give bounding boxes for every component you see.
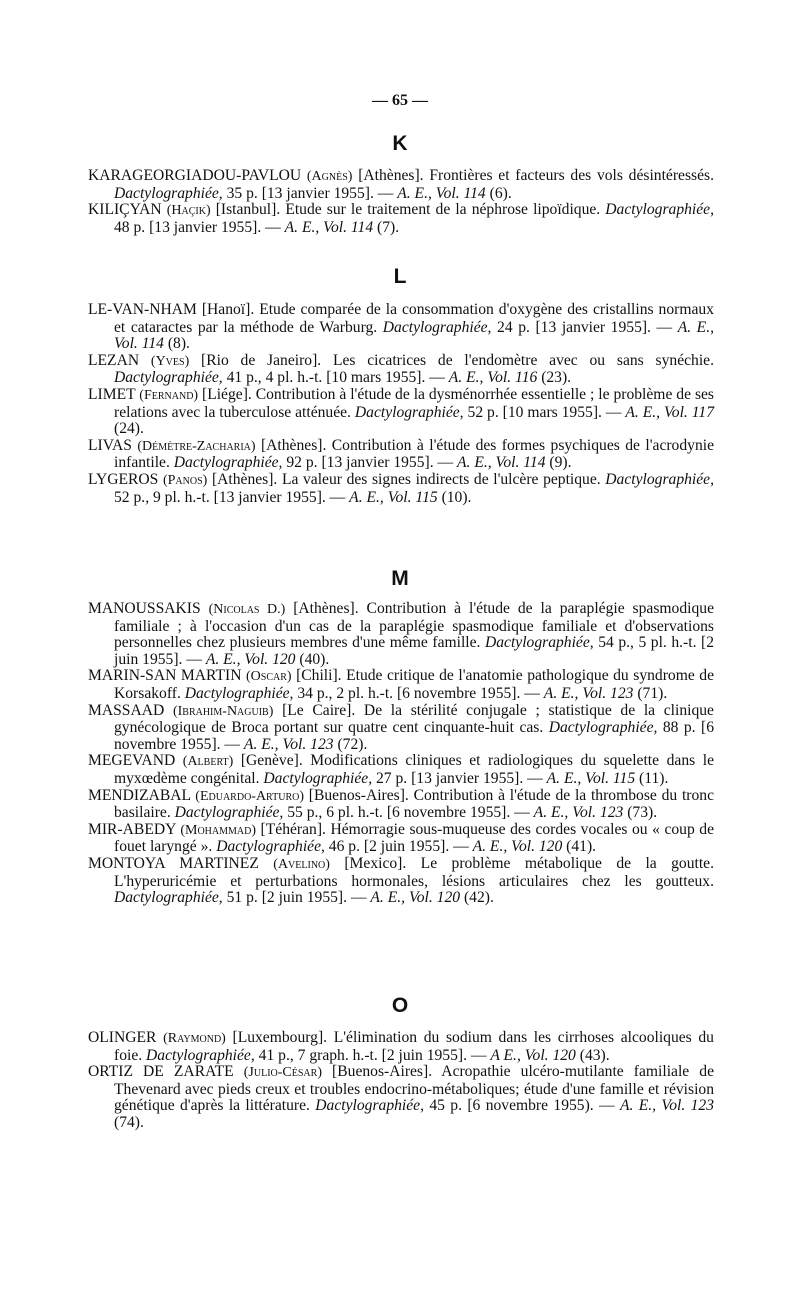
entry-publication: Dactylographiée, [263, 769, 373, 787]
entry-reference: A E., Vol. 120 [490, 1046, 576, 1064]
section-letter-k: K [392, 132, 408, 155]
entry-publication: Dactylographiée, [114, 184, 223, 202]
entry-publication: Dactylographiée, [114, 369, 223, 387]
entry-publication: Dactylographiée, [315, 1097, 424, 1115]
bibliography-entry [88, 668, 714, 702]
author-name: LIVAS [88, 436, 132, 454]
entry-details: 52 p. [10 mars 1955]. — [463, 403, 626, 421]
entry-reference: A. E., Vol. 123 [533, 804, 624, 822]
entry-details: 52 p., 9 pl. h.-t. [13 janvier 1955]. — [114, 488, 350, 506]
entry-details: 34 p., 2 pl. h.-t. [6 novembre 1955]. — [293, 684, 544, 702]
bibliography-entry [88, 1030, 714, 1064]
entry-reference: A. E., Vol. 123 [543, 684, 634, 702]
entry-number: (24). [114, 420, 144, 438]
entry-title: [Téhéran]. Hémorragie sous-muqueuse des cordes vocales ou « coup de fouet laryngé ». [114, 820, 715, 856]
entry-reference: A. E., Vol. 114 [114, 318, 715, 353]
entry-number: (8). [163, 335, 190, 353]
author-first-name: (Oscar) [246, 669, 292, 685]
author-first-name: (Nicolas D.) [208, 602, 286, 617]
section-letter-o: O [391, 994, 409, 1017]
entry-title: [Hanoï]. Etude comparée de la consommation d'oxygène des cristallins normaux et cataractes par la méthode de Warburg. [114, 301, 714, 336]
entry-details: 35 p. [13 janvier 1955]. — [222, 184, 398, 202]
bibliography-entry [88, 753, 714, 787]
entry-title: [Chili]. Etude critique de l'anatomie pathologique du syndrome de Korsakoff. [114, 667, 714, 702]
entry-details: 88 p. [6 novembre 1955]. — [114, 719, 714, 753]
entry-title: [Luxembourg]. L'élimination du sodium dans les cirrhoses alcooliques du foie. [114, 1029, 714, 1064]
entry-title: [Buenos-Aires]. Acropathie ulcéro-mutilante familiale de Thevenard avec pieds creux et troubles endocrino-métaboliques; étude d'une famille et révision génétique d'après la littérature. [114, 1063, 714, 1115]
section-entries-m [88, 601, 714, 907]
bibliography-entry [88, 202, 714, 236]
entry-number: (7). [373, 218, 400, 236]
entry-title: [Athènes]. La valeur des signes indirects de l'ulcère peptique. [207, 470, 606, 488]
entry-reference: A. E., Vol. 114 [284, 218, 374, 236]
entry-number: (6). [485, 184, 512, 202]
author-name: KILIÇYAN [88, 201, 162, 219]
entry-details: 41 p., 7 graph. h.-t. [2 juin 1955]. — [254, 1046, 491, 1064]
entry-details: 41 p., 4 pl. h.-t. [10 mars 1955]. — [222, 369, 449, 387]
entry-details: 24 p. [13 janvier 1955]. — [491, 318, 678, 336]
entry-details: 51 p. [2 juin 1955]. — [222, 889, 371, 907]
entry-details: 48 p. [13 janvier 1955]. — [114, 218, 285, 236]
author-first-name: (Agnès) [306, 169, 353, 184]
bibliography-entry [88, 601, 714, 668]
author-name: MEGEVAND [88, 752, 176, 770]
entry-title: [Buenos-Aires]. Contribution à l'étude de la thrombose du tronc basilaire. [114, 786, 714, 822]
bibliography-entry [88, 387, 714, 438]
author-name: ORTIZ DE ZARATE [88, 1063, 234, 1081]
author-name: MONTOYA MARTINEZ [88, 854, 259, 872]
entry-number: (74). [114, 1113, 144, 1131]
entry-publication: Dactylographiée, [114, 889, 223, 907]
entry-reference: A. E., Vol. 115 [546, 769, 636, 787]
bibliography-entry [88, 822, 714, 856]
entry-publication: Dactylographiée, [216, 838, 325, 856]
bibliography-entry [88, 472, 714, 506]
bibliography-entry [88, 302, 714, 353]
author-name: MIR-ABEDY [88, 820, 176, 838]
author-first-name: (Fernand) [139, 387, 199, 403]
entry-publication: Dactylographiée, [146, 1046, 255, 1064]
entry-publication: Dactylographiée, [605, 201, 714, 219]
entry-reference: A. E., Vol. 123 [243, 735, 334, 753]
entry-title: [Liége]. Contribution à l'étude de la dysménorrhée essentielle ; le problème de ses relations avec la tuberculose atténuée. [114, 385, 714, 421]
entry-details: 55 p., 6 pl. h.-t. [6 novembre 1955]. — [283, 804, 534, 822]
entry-details: 92 p. [13 janvier 1955]. — [282, 454, 457, 472]
entry-title: [Athènes]. Contribution à l'étude des formes psychiques de l'acrodynie infantile. [114, 436, 714, 472]
bibliography-entry [88, 856, 714, 907]
entry-title: [Mexico]. Le problème métabolique de la goutte. L'hyperuricémie et perturbations hormonales, lésions articulaires chez les goutteux. [114, 854, 714, 890]
entry-reference: A. E., Vol. 123 [619, 1097, 715, 1115]
section-letter-m: M [391, 567, 409, 590]
author-name: MANOUSSAKIS [88, 600, 201, 617]
bibliography-entry [88, 788, 714, 822]
author-name: LEZAN [88, 351, 140, 369]
author-first-name: (Julio-César) [243, 1065, 322, 1081]
author-first-name: (Panos) [162, 472, 208, 488]
entry-reference: A. E., Vol. 114 [397, 184, 486, 202]
entry-publication: Dactylographiée, [548, 719, 658, 737]
entry-number: (23). [537, 369, 572, 387]
entry-publication: Dactylographiée, [382, 318, 492, 336]
page-number: — 65 — [372, 92, 428, 109]
section-entries-l [88, 302, 714, 506]
author-name: LE-VAN-NHAM [88, 301, 197, 318]
entry-publication: Dactylographiée, [605, 470, 714, 488]
bibliography-entry [88, 353, 714, 387]
entry-publication: Dactylographiée, [173, 454, 283, 472]
entry-reference: A. E., Vol. 120 [472, 838, 563, 856]
entry-details: 54 p., 5 pl. h.-t. [2 juin 1955]. — [114, 634, 714, 668]
author-name: MENDIZABAL [88, 786, 191, 804]
author-first-name: (Yves) [150, 353, 190, 369]
entry-details: 46 p. [2 juin 1955]. — [324, 838, 473, 856]
entry-publication: Dactylographiée, [184, 684, 294, 702]
author-first-name: (Albert) [182, 754, 234, 770]
bibliography-entry [88, 168, 714, 202]
entry-title: [Istanbul]. Etude sur le traitement de la néphrose lipoïdique. [210, 201, 606, 219]
entry-title: [Rio de Janeiro]. Les cicatrices de l'endomètre avec ou sans synéchie. [189, 351, 714, 369]
entry-number: (73). [623, 804, 658, 822]
author-first-name: (Avelino) [273, 856, 330, 872]
author-first-name: (Eduardo-Arturo) [195, 788, 305, 804]
entry-details: 45 p. [6 novembre 1955). — [424, 1097, 620, 1115]
entry-number: (43). [575, 1046, 610, 1064]
bibliography-entry [88, 1064, 714, 1131]
entry-title: [Le Caire]. De la stérilité conjugale ; statistique de la clinique gynécologique de Broca portant sur quatre cent cinquante-huit cas. [114, 701, 714, 737]
entry-number: (9). [545, 454, 572, 472]
author-name: LIMET [88, 385, 136, 403]
entry-number: (40). [295, 650, 330, 668]
entry-number: (11). [635, 769, 669, 787]
bibliography-entry [88, 438, 714, 472]
entry-title: [Genève]. Modifications cliniques et radiologiques du squelette dans le myxœdème congénital. [114, 752, 714, 787]
entry-number: (10). [437, 488, 472, 506]
entry-reference: A. E., Vol. 117 [625, 403, 714, 421]
entry-reference: A. E., Vol. 120 [205, 650, 296, 668]
entry-publication: Dactylographiée, [354, 403, 464, 421]
section-letter-l: L [393, 265, 407, 288]
entry-details: 27 p. [13 janvier 1955]. — [372, 769, 547, 787]
entry-reference: A. E., Vol. 115 [349, 488, 438, 506]
entry-publication: Dactylographiée, [484, 634, 594, 652]
author-name: LYGEROS [88, 470, 159, 488]
entry-number: (72). [333, 735, 368, 753]
author-name: MASSAAD [88, 701, 165, 719]
entry-reference: A. E., Vol. 116 [448, 369, 538, 387]
bibliography-entry [88, 703, 714, 754]
entry-title: [Athènes]. Contribution à l'étude de la paraplégie spasmodique familiale ; à l'occasion d'un cas de la paraplégie spasmodique familiale et d'observations personnelles chez plusieurs membres d'une même famille. [114, 600, 714, 652]
author-first-name: (Haçik) [166, 203, 211, 219]
entry-reference: A. E., Vol. 120 [370, 889, 461, 907]
section-entries-o [88, 1030, 714, 1132]
author-first-name: (Démètre-Zacharia) [137, 438, 256, 454]
author-name: MARIN-SAN MARTIN [88, 667, 242, 685]
entry-reference: A. E., Vol. 114 [457, 454, 546, 472]
author-first-name: (Mohammad) [180, 822, 257, 838]
entry-number: (41). [562, 838, 597, 856]
author-first-name: (Raymond) [163, 1031, 226, 1046]
author-first-name: (Ibrahim-Naguib) [172, 703, 274, 719]
entry-publication: Dactylographiée, [174, 804, 284, 822]
entry-title: [Athènes]. Frontières et facteurs des vols désintéressés. [352, 167, 714, 184]
author-name: OLINGER [88, 1029, 157, 1046]
section-entries-k [88, 168, 714, 236]
entry-number: (42). [460, 889, 494, 907]
author-name: KARAGEORGIADOU-PAVLOU [88, 167, 302, 184]
entry-number: (71). [633, 684, 668, 702]
